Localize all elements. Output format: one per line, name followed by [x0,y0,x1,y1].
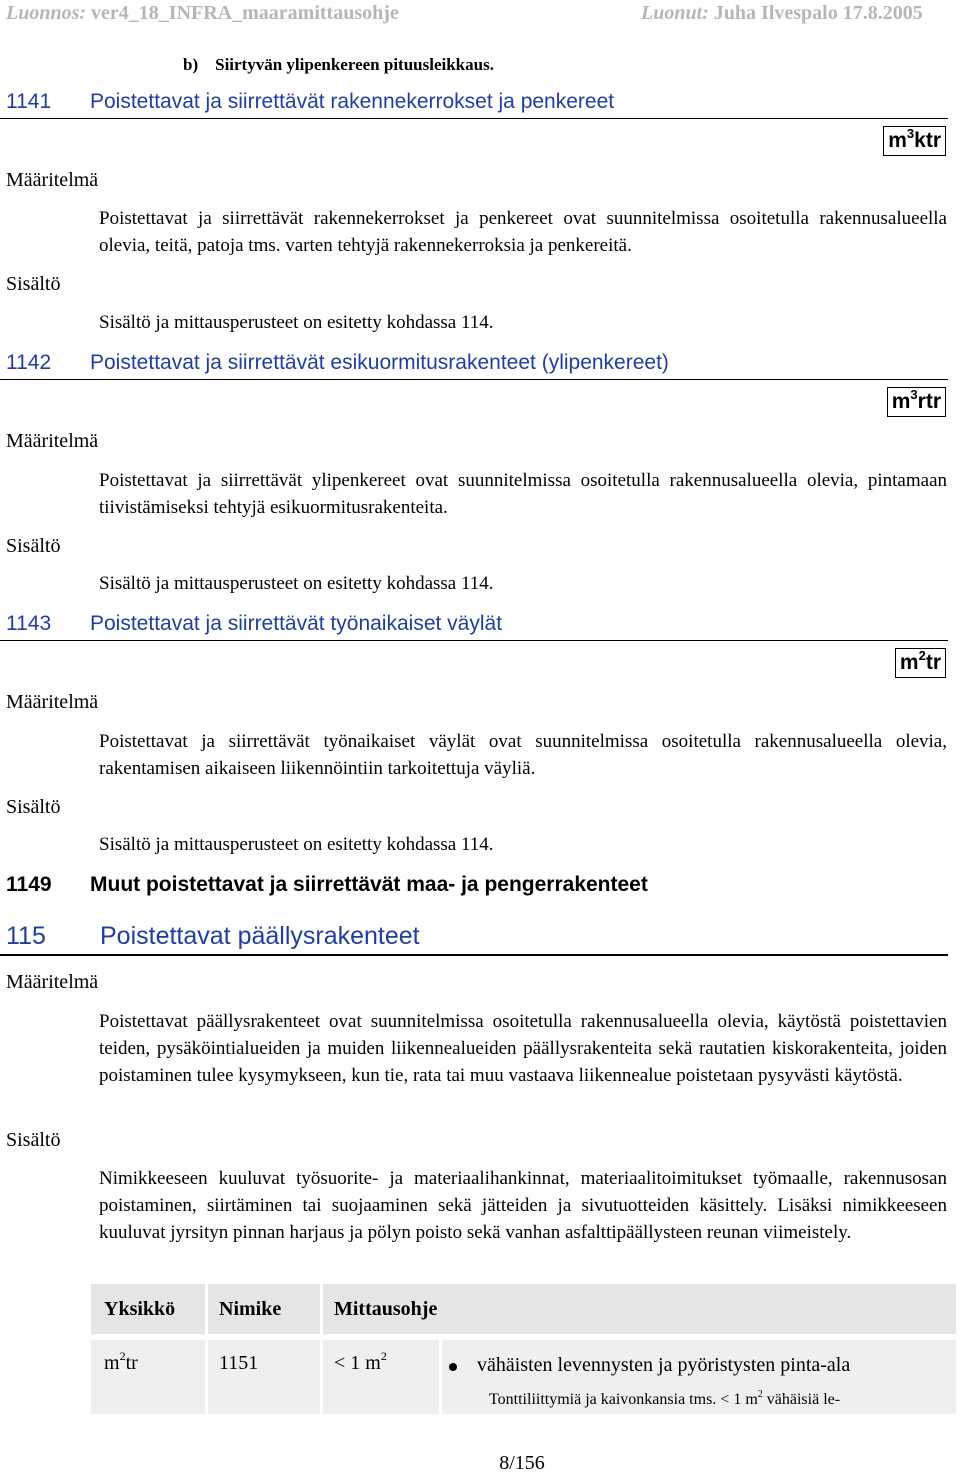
table-row-unit: $m^2tr$ [104,1349,138,1374]
content-label-115: Sisältö [6,1129,61,1151]
draft-label: Luonnos: [6,2,87,24]
section-number-1143: 1143 [6,612,52,635]
content-label-1141: Sisältö [6,273,61,295]
table-header-item: Nimike [219,1298,282,1320]
section-title-1142: Poistettavat ja siirrettävät esikuormitusrakenteet (ylipenkereet) [90,351,669,374]
content-text-1143: Sisältö ja mittausperusteet on esitetty kohdassa 114. [99,834,494,855]
content-text-1141: Sisältö ja mittausperusteet on esitetty kohdassa 114. [99,312,494,333]
table-header-unit: Yksikkö [104,1298,176,1320]
figure-caption: b) Siirtyvän ylipenkereen pituusleikkaus. [183,55,494,74]
unit-box-1141: $m^3ktr$ [883,126,946,156]
table-row-note: Tonttiliittymiä ja kaivonkansia tms. < 1 $m^2$ vähäisiä le- [489,1389,841,1408]
section-number-1149: 1149 [6,873,52,896]
bullet-icon [449,1363,457,1371]
section-rule-1143 [0,640,948,641]
section-rule-1141 [0,118,948,119]
section-title-1143: Poistettavat ja siirrettävät työnaikaiset väylät [90,612,503,635]
draft-version [6,2,399,25]
definition-label-115: Määritelmä [6,971,99,993]
draft-value: ver4_18_INFRA_maaramittausohje [91,2,399,24]
definition-label-1141: Määritelmä [6,169,99,191]
unit-box-1142: $m^3rtr$ [887,387,946,417]
table-header-instruction: Mittausohje [334,1298,438,1320]
section-number-1141: 1141 [6,90,52,113]
section-rule-1142 [0,379,948,380]
page-number: 8/156 [499,1452,545,1474]
section-title-1141: Poistettavat ja siirrettävät rakennekerrokset ja penkereet [90,90,615,113]
content-text-1142: Sisältö ja mittausperusteet on esitetty kohdassa 114. [99,573,494,594]
definition-text-115: Poistettavat päällysrakenteet ovat suunnitelmissa osoitetulla rakennusalueella olevia, käytöstä poistettavien teiden, pysäköintialueiden ja muiden liikennealueiden päällysrakenteita sekä rautatien kiskorakenteita, joiden poistaminen tulee kysymykseen, kun tie, rata tai muu vastaava liikennealue poistetaan pysyvästi käytöstä. [99,1011,947,1086]
definition-text-1143: Poistettavat ja siirrettävät työnaikaiset väylät ovat suunnitelmissa osoitetulla rakennusalueella olevia, rakentamisen aikaiseen liikennöintiin tarkoitettuja väyliä. [99,731,947,779]
section-rule-115 [0,954,948,956]
section-number-1142: 1142 [6,351,52,374]
section-title-115: Poistettavat päällysrakenteet [100,922,420,950]
content-text-115: Nimikkeeseen kuuluvat työsuorite- ja materiaalihankinnat, materiaalitoimitukset työmaalle, rakennusosan poistaminen, siirtäminen tai suojaaminen sekä jätteiden ja sivutuotteiden käsittely. Lisäksi nimikkeeseen kuuluvat jyrsityn pinnan harjaus ja pölyn poisto sekä vanhan asfalttipäällysteen reunan viimeistely. [99,1168,947,1243]
definition-label-1143: Määritelmä [6,691,99,713]
author-label: Luonut: [641,2,709,24]
definition-text-1141: Poistettavat ja siirrettävät rakennekerrokset ja penkereet ovat suunnitelmissa osoitetulla rakennusalueella olevia, teitä, patoja tms. varten tehtyjä rakennekerroksia ja penkereitä. [99,208,947,256]
content-label-1143: Sisältö [6,796,61,818]
section-title-1149: Muut poistettavat ja siirrettävät maa- ja pengerrakenteet [90,873,648,896]
table-row-bullet-text: vähäisten levennysten ja pyöristysten pinta-ala [477,1354,851,1376]
author-info [641,2,923,25]
author-value: Juha Ilvespalo 17.8.2005 [713,2,923,24]
section-number-115: 115 [6,922,46,950]
content-label-1142: Sisältö [6,535,61,557]
table-row-limit: < 1 $m^2$ [334,1349,387,1374]
definition-label-1142: Määritelmä [6,430,99,452]
definition-text-1142: Poistettavat ja siirrettävät ylipenkereet ovat suunnitelmissa osoitetulla rakennusalueella olevia, pintamaan tiivistämiseksi tehtyjä esikuormitusrakenteita. [99,470,947,518]
unit-box-1143: $m^2tr$ [895,648,946,678]
table-row-item: 1151 [219,1352,259,1374]
